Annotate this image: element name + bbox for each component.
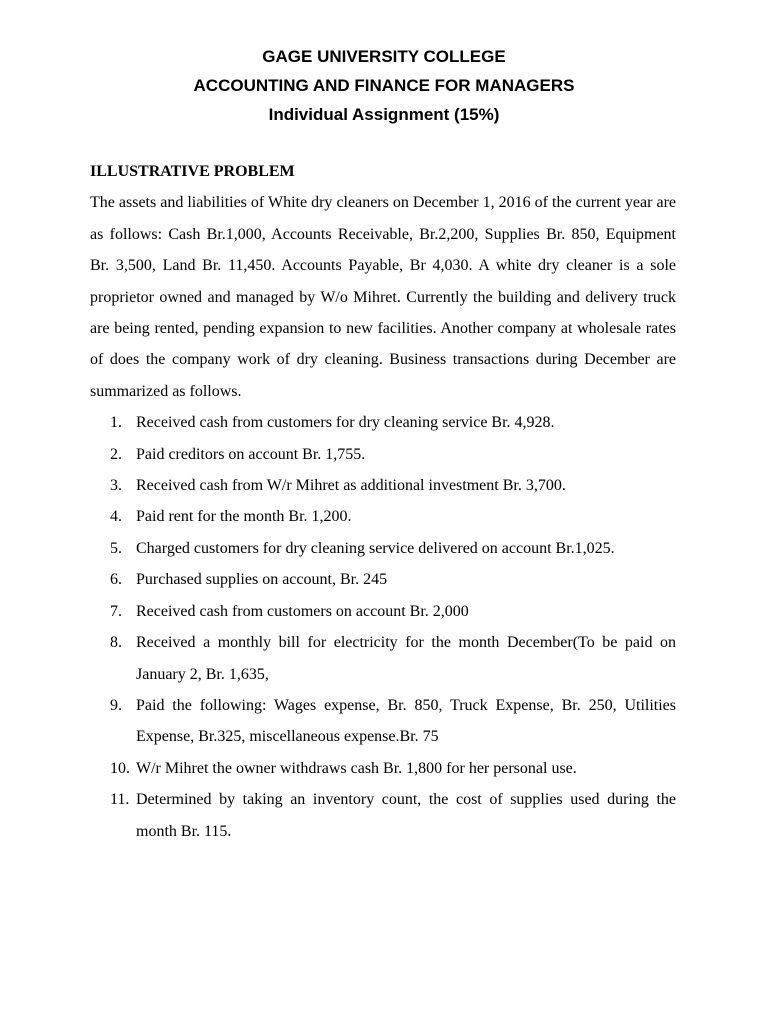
list-item	[90, 407, 676, 438]
list-item-text: Paid the following: Wages expense, Br. 850, Truck Expense, Br. 250, Utilities Expense, Br.325, miscellaneous expense.Br. 75	[136, 696, 676, 746]
list-item-text: Charged customers for dry cleaning service delivered on account Br.1,025.	[136, 539, 615, 557]
list-item-number: 10.	[110, 759, 130, 777]
list-item-number: 9.	[110, 696, 122, 714]
list-item-number: 1.	[110, 414, 122, 432]
list-item-number: 2.	[110, 445, 122, 463]
list-item	[90, 596, 676, 627]
list-item	[90, 501, 676, 532]
list-item	[90, 753, 676, 784]
list-item-text: Received a monthly bill for electricity for the month December(To be paid on January 2, Br. 1,635,	[136, 634, 676, 683]
section-title: ILLUSTRATIVE PROBLEM	[90, 163, 295, 180]
list-item-number: 4.	[110, 508, 122, 526]
list-item	[90, 439, 676, 470]
list-item-number: 8.	[110, 634, 122, 652]
list-item-text: Received cash from W/r Mihret as additional investment Br. 3,700.	[136, 477, 566, 495]
list-item-text: Received cash from customers for dry cleaning service Br. 4,928.	[136, 414, 555, 432]
list-item-number: 7.	[110, 602, 122, 620]
assignment-title: Individual Assignment (15%)	[268, 105, 500, 124]
list-item-number: 11.	[110, 791, 130, 809]
intro-paragraph: The assets and liabilities of White dry cleaners on December 1, 2016 of the current year are as follows: Cash Br.1,000, Accounts Receivable, Br.2,200, Supplies Br. 850, Equipment Br. 3,500, Land Br. 11,450. Accounts Payable, Br 4,030. A white dry cleaner is a sole proprietor owned and managed by W/o Mihret. Currently the building and delivery truck are being rented, pending expansion to new facilities. Another company at wholesale rates of does the company work of dry cleaning. Business transactions during December are summarized as follows.	[90, 194, 676, 400]
document-header	[0, 42, 768, 129]
course-title: ACCOUNTING AND FINANCE FOR MANAGERS	[193, 76, 575, 95]
list-item	[90, 533, 676, 564]
list-item-text: Determined by taking an inventory count, the cost of supplies used during the month Br. 115.	[136, 791, 676, 840]
list-item-text: Paid creditors on account Br. 1,755.	[136, 445, 366, 463]
college-name: GAGE UNIVERSITY COLLEGE	[262, 47, 506, 66]
list-item-number: 6.	[110, 571, 122, 589]
list-item-number: 3.	[110, 477, 122, 495]
list-item	[90, 627, 676, 690]
list-item-number: 5.	[110, 539, 122, 557]
list-item-text: Received cash from customers on account Br. 2,000	[136, 602, 469, 620]
list-item	[90, 784, 676, 847]
document-body	[90, 156, 676, 847]
list-item-text: Purchased supplies on account, Br. 245	[136, 571, 388, 589]
list-item	[90, 690, 676, 753]
list-item	[90, 564, 676, 595]
list-item-text: Paid rent for the month Br. 1,200.	[136, 508, 352, 526]
list-item	[90, 470, 676, 501]
list-item-text: W/r Mihret the owner withdraws cash Br. 1,800 for her personal use.	[136, 759, 577, 777]
transactions-list	[90, 407, 676, 847]
